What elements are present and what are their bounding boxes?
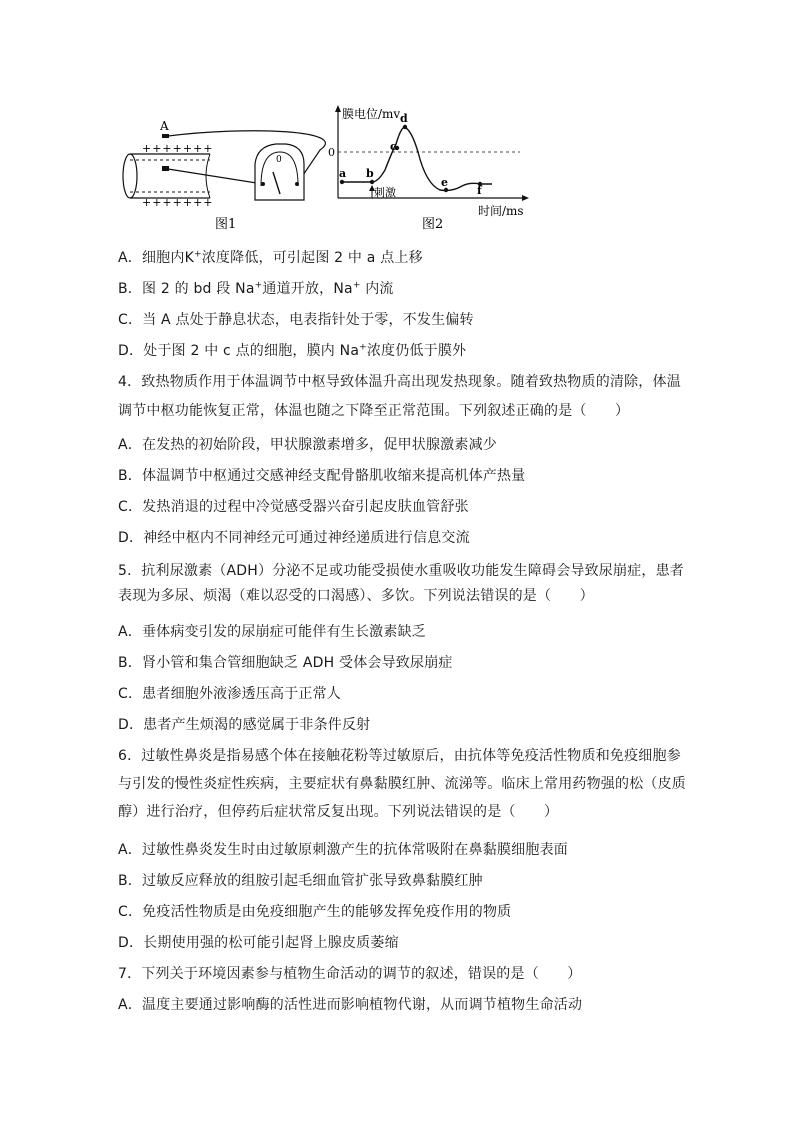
q4-stem-line1: 4．致热物质作用于体温调节中枢导致体温升高出现发热现象。随着致热物质的清除，体温 — [118, 374, 681, 390]
q5-option-c: C．患者细胞外液渗透压高于正常人 — [118, 686, 341, 702]
q6-option-c: C．免疫活性物质是由免疫细胞产生的能够发挥免疫作用的物质 — [118, 904, 512, 920]
q6-option-b: B．过敏反应释放的组胺引起毛细血管扩张导致鼻黏膜红肿 — [118, 873, 483, 889]
fig2-caption: 图2 — [422, 217, 444, 232]
q4-option-b: B．体温调节中枢通过交感神经支配骨骼肌收缩来提高机体产热量 — [118, 468, 526, 484]
fig1-electrode-a-label: A — [160, 119, 169, 133]
fig2-stimulus-label: 刺激 — [374, 186, 396, 199]
nerve-figure — [110, 100, 540, 240]
fig2-point-a: a — [339, 167, 347, 180]
q5-stem-line2: 表现为多尿、烦渴（难以忍受的口渴感）、多饮。下列说法错误的是（ ） — [118, 588, 594, 604]
q4-option-a: A．在发热的初始阶段，甲状腺激素增多，促甲状腺激素减少 — [118, 437, 497, 453]
fig2-point-e: e — [441, 176, 448, 189]
fig1-caption: 图1 — [215, 217, 237, 232]
svg-text:+++++++: +++++++ — [142, 142, 214, 155]
fig1-electrode-a — [162, 134, 169, 138]
fig2-point-c: c — [390, 140, 397, 153]
q7-stem-line1: 7．下列关于环境因素参与植物生命活动的调节的叙述，错误的是（ ） — [118, 966, 582, 982]
q4-option-d: D．神经中枢内不同神经元可通过神经递质进行信息交流 — [118, 530, 470, 546]
q6-stem-line3: 醇）进行治疗，但停药后症状常反复出现。下列说法错误的是（ ） — [118, 804, 559, 820]
q5-stem-line1: 5．抗利尿激素（ADH）分泌不足或功能受损使水重吸收功能发生障碍会导致尿崩症，患者 — [118, 563, 684, 579]
q6-option-d: D．长期使用强的松可能引起肾上腺皮质萎缩 — [118, 935, 399, 951]
fig1-galvanometer — [255, 144, 304, 200]
q6-stem-line2: 与引发的慢性炎症性疾病，主要症状有鼻黏膜红肿、流涕等。临床上常用药物强的松（皮质 — [118, 776, 686, 792]
svg-text:+++++++: +++++++ — [142, 196, 214, 209]
q4-option-c: C．发热消退的过程中冷觉感受器兴奋引起皮肤血管舒张 — [118, 499, 469, 515]
fig1-nerve-diagram — [123, 119, 325, 232]
fig2-point-d: d — [400, 112, 408, 125]
q7-option-a: A．温度主要通过影响酶的活性进而影响植物代谢，从而调节植物生命活动 — [118, 997, 583, 1013]
q3-option-d: D．处于图 2 中 c 点的细胞，膜内 Na+浓度仍低于膜外 — [118, 342, 467, 359]
fig2-y-axis-label: 膜电位/mv — [342, 107, 401, 121]
q3-option-b: B．图 2 的 bd 段 Na+通道开放，Na+ 内流 — [118, 280, 394, 297]
fig2-point-f: f — [477, 184, 482, 197]
q3-option-a: A．细胞内K+浓度降低，可引起图 2 中 a 点上移 — [118, 249, 423, 266]
fig2-point-b: b — [366, 167, 374, 180]
fig2-y-zero: 0 — [328, 146, 335, 159]
q6-stem-line1: 6．过敏性鼻炎是指易感个体在接触花粉等过敏原后，由抗体等免疫活性物质和免疫细胞参 — [118, 748, 681, 764]
q5-option-d: D．患者产生烦渴的感觉属于非条件反射 — [118, 717, 371, 733]
q5-option-a: A．垂体病变引发的尿崩症可能伴有生长激素缺乏 — [118, 624, 426, 640]
fig1-electrode-inner — [162, 166, 169, 171]
fig2-potential-graph — [328, 105, 529, 232]
fig2-x-axis-label: 时间/ms — [478, 204, 524, 218]
fig1-meter-zero: 0 — [276, 155, 282, 165]
q4-stem-line2: 调节中枢功能恢复正常，体温也随之下降至正常范围。下列叙述正确的是（ ） — [118, 403, 630, 419]
q6-option-a: A．过敏性鼻炎发生时由过敏原刺激产生的抗体常吸附在鼻黏膜细胞表面 — [118, 842, 568, 858]
q5-option-b: B．肾小管和集合管细胞缺乏 ADH 受体会导致尿崩症 — [118, 655, 453, 671]
q3-option-c: C．当 A 点处于静息状态，电表指针处于零，不发生偏转 — [118, 312, 474, 328]
